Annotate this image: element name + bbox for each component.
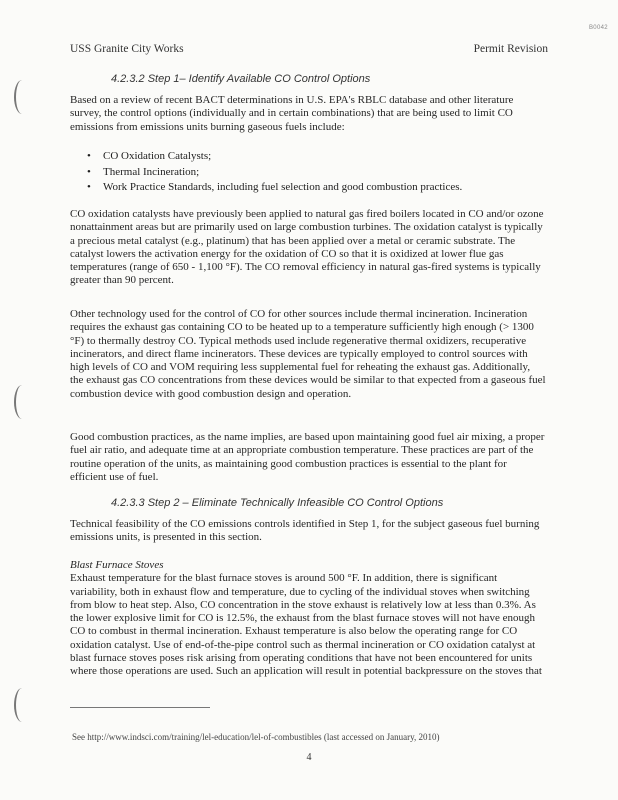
thermal-incineration-paragraph: Other technology used for the control of CO for other sources include thermal incineration. Incineration requires the exhaust gas containing CO to be heated up to a temperature sufficiently high enough (> 1300 °F) to thermally destroy CO. Typical methods used include regenerative thermal oxidizers, recuperative incinerators, and direct flame incinerators. These devices are typically employed to control sources with high levels of CO and VOM requiring less supplemental fuel for reheating the exhaust gas. Additionally, the exhaust gas CO concentrations from these devices would be similar to that expected from a gaseous fuel combustion device with good combustion design and operation. [70,308,546,400]
section-heading-step-1: 4.2.3.2 Step 1– Identify Available CO Control Options [111,73,371,85]
blast-furnace-stoves-paragraph: Exhaust temperature for the blast furnace stoves is around 500 °F. In addition, there is significant variability, both in exhaust flow and temperature, due to cycling of the individual stoves when switching from blow to heat step. Also, CO concentration in the stove exhaust is relatively low at less than 0.3%. As the lower explosive limit for CO is 12.5%, the exhaust from the blast furnace stoves will not have enough CO to combust in thermal incineration. Exhaust temperature is also below the operating range for CO oxidation catalyst. Use of end-of-the-pipe control such as thermal incineration or CO oxidation catalyst at blast furnace stoves poses risk arising from operating conditions that have not been encountered for units where those operations are used. Such an application will result in potential backpressure on the stoves that [70,572,542,678]
header-document-title: Permit Revision [473,43,548,55]
footnote: See http://www.indsci.com/training/lel-education/lel-of-combustibles (last accessed on January, 2010) [72,732,440,742]
document-stamp: B0042 [589,25,608,31]
punch-hole-bottom [14,688,30,722]
section-heading-step-2: 4.2.3.3 Step 2 – Eliminate Technically Infeasible CO Control Options [111,497,444,509]
blast-furnace-stoves-section [70,559,546,679]
step-2-intro-paragraph: Technical feasibility of the CO emissions controls identified in Step 1, for the subject gaseous fuel burning emissions units, is presented in this section. [70,518,540,544]
page-number: 4 [306,752,312,763]
list-item: • Thermal Incineration; [70,165,540,181]
step-1-intro-paragraph: Based on a review of recent BACT determinations in U.S. EPA's RBLC database and other literature survey, the control options (individually and in certain combinations) that are being used to limit CO emissions from emissions units burning gaseous fuels include: [70,94,514,133]
list-item: • Work Practice Standards, including fuel selection and good combustion practices. [70,180,540,196]
oxidation-catalyst-paragraph: CO oxidation catalysts have previously been applied to natural gas fired boilers located in CO and/or ozone nonattainment areas but are primarily used on large combustion turbines. The oxidation catalyst is typically a precious metal catalyst (e.g., platinum) that has been applied over a metal or ceramic substrate. The catalyst lowers the activation energy for the oxidation of CO so that it is oxidized at lower flue gas temperatures (range of 650 - 1,100 °F). The CO removal efficiency in natural gas-fired systems is typically greater than 90 percent. [70,208,544,287]
punch-hole-top [14,80,30,114]
good-combustion-paragraph: Good combustion practices, as the name implies, are based upon maintaining good fuel air mixing, a proper fuel air ratio, and adequate time at an appropriate combustion temperature. These practices are part of the routine operation of the units, as maintaining good combustion practices is essential to the plant for efficient use of fuel. [70,431,545,483]
footnote-divider [70,707,210,708]
header-facility-name: USS Granite City Works [70,43,184,55]
punch-hole-middle [14,385,30,419]
blast-furnace-stoves-subheading: Blast Furnace Stoves [70,559,164,571]
list-item: • CO Oxidation Catalysts; [70,149,540,165]
control-options-list [70,149,540,196]
